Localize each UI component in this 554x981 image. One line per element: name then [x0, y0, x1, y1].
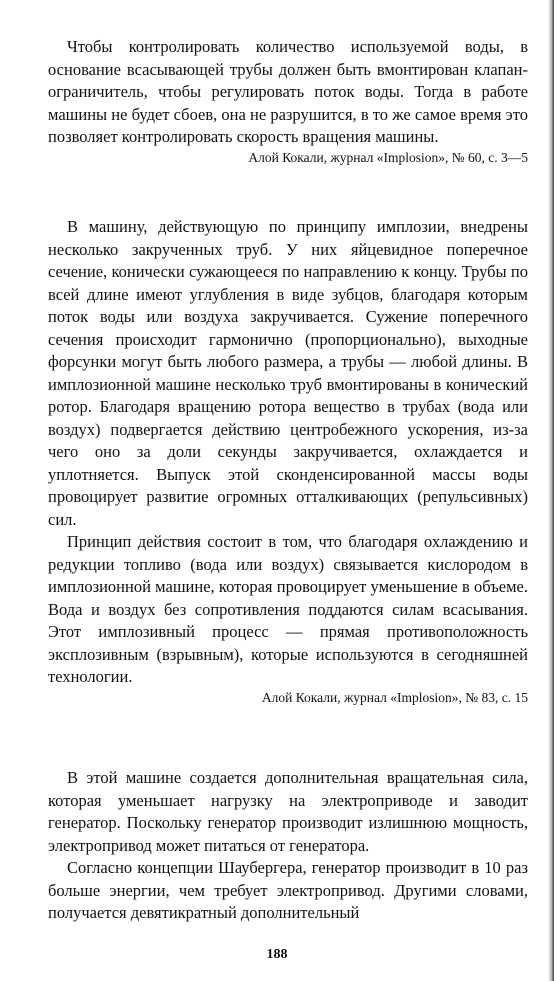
quote-1: [48, 36, 528, 167]
body-paragraph-2: Согласно концепции Шаубергера, генератор производит в 10 раз больше энергии, чем требует электропривод. Другими словами, получается девятикратный дополнительный: [48, 858, 528, 922]
page-edge-shadow: [548, 0, 554, 981]
quote-2-paragraph-2: Принцип действия состоит в том, что благодаря охлаждению и редукции топливо (вода или воздух) связывается кислородом в имплозионной машине, которая провоцирует уменьшение в объеме. Вода и воздух без сопротивления поддаются силам всасывания. Этот имплозивный процесс — прямая противоположность эксплозивным (взрывным), которые используются в сегодняшней технологии.: [48, 532, 528, 686]
page-number: 188: [266, 947, 288, 962]
quote-1-source: Алой Кокали, журнал «Implosion», № 60, с. 3—5: [248, 149, 528, 165]
quote-2-paragraph-1: В машину, действующую по принципу имплозии, внедрены несколько закрученных труб. У них яйцевидное поперечное сечение, конически сужающееся по направлению к концу. Трубы по всей длине имеют углубления в виде зубцов, благодаря которым поток воды или воздуха закручивается. Сужение поперечного сечения происходит гармонично (пропорционально), выходные форсунки могут быть любого размера, а трубы — любой длины. В имплозионной машине несколько труб вмонтированы в конический ротор. Благодаря вращению ротора вещество в трубах (вода или воздух) подвергается действию центробежного ускорения, из-за чего оно за доли секунды закручивается, охлаждается и уплотняется. Выпуск этой сконденсированной массы воды провоцирует развитие огромных отталкивающих (репульсивных) сил.: [48, 217, 528, 529]
quote-1-paragraph: Чтобы контролировать количество используемой воды, в основание всасывающей трубы должен быть вмонтирован клапан-ограничитель, чтобы регулировать поток воды. Тогда в работе машины не будет сбоев, она не разрушится, в то же самое время это позволяет контролировать скорость вращения машины.: [48, 37, 528, 146]
main-text: [48, 767, 528, 925]
quote-2-source: Алой Кокали, журнал «Implosion», № 83, с. 15: [261, 689, 528, 705]
quote-2: [48, 216, 528, 707]
body-paragraph-1: В этой машине создается дополнительная вращательная сила, которая уменьшает нагрузку на электроприводе и заводит генератор. Поскольку генератор производит излишнюю мощность, электропривод может питаться от генератора.: [48, 768, 528, 855]
